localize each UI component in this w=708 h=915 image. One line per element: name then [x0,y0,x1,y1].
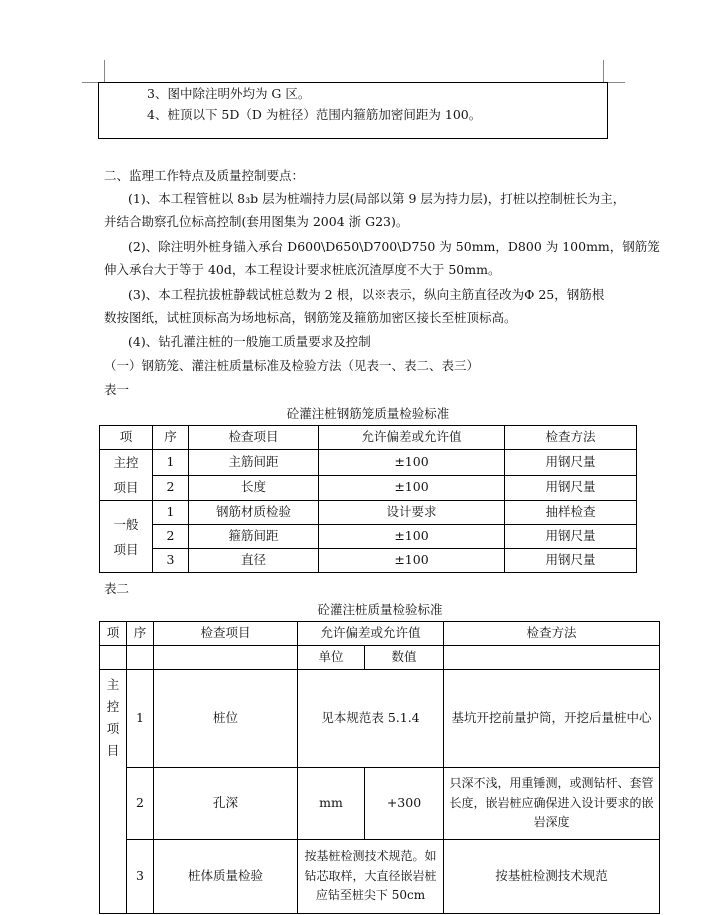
tolerance-cell: 设计要求 [319,501,505,525]
seq-cell: 1 [153,501,189,525]
section-heading: 二、监理工作特点及质量控制要点： [104,168,305,183]
value-header: 数值 [365,646,444,670]
empty-cell [154,646,298,670]
item-cell: 主筋间距 [189,450,319,476]
table2 [99,621,660,914]
tolerance-cell: ±100 [319,475,505,501]
method-cell: 用钢尺量 [505,475,637,501]
note-line-3: 3、图中除注明外均为 G 区。 [147,86,311,101]
tolerance-cell: ±100 [319,549,505,573]
method-cell: 抽样检查 [505,501,637,525]
notes-box [98,82,608,139]
table1-title: 砼灌注桩钢筋笼质量检验标准 [286,406,450,421]
seq-cell: 2 [153,525,189,549]
value-cell: +300 [365,768,444,840]
tolerance-cell: ±100 [319,525,505,549]
page-corner-mark-right-v [603,60,604,82]
group-general: 一般 项目 [100,501,153,573]
table1-label: 表一 [104,382,130,397]
method-cell: 按基桩检测技术规范 [444,840,660,914]
table2-subheader-row [100,646,660,670]
table1 [99,425,637,573]
paragraph-2b: 伸入承台大于等于 40d，本工程设计要求桩底沉渣厚度不大于 50mm。 [104,262,501,277]
subsection-heading: （一）钢筋笼、灌注桩质量标准及检验方法（见表一、表二、表三） [104,358,480,373]
item-cell: 箍筋间距 [189,525,319,549]
table-row [100,549,637,573]
method-cell: 用钢尺量 [505,525,637,549]
note-line-4: 4、桩顶以下 5D（D 为桩径）范围内箍筋加密间距为 100。 [147,107,482,122]
table1-header-cell: 允许偏差或允许值 [319,426,505,450]
method-cell: 用钢尺量 [505,450,637,476]
paragraph-4: (4)、钻孔灌注桩的一般施工质量要求及控制 [128,334,371,349]
seq-cell: 2 [153,475,189,501]
tolerance-cell: 见本规范表 5.1.4 [298,670,444,768]
table-row [100,475,637,501]
method-cell: 基坑开挖前量护筒，开挖后量桩中心 [444,670,660,768]
table1-header-cell: 项 [100,426,153,450]
empty-cell [127,646,154,670]
table-row [100,501,637,525]
table1-header-cell: 检查项目 [189,426,319,450]
item-cell: 桩位 [154,670,298,768]
table-row [100,840,660,914]
tolerance-cell: ±100 [319,450,505,476]
table-row [100,525,637,549]
seq-cell: 2 [127,768,154,840]
paragraph-3b: 数按图纸，试桩顶标高为场地标高，钢筋笼及箍筋加密区接长至桩顶标高。 [104,310,517,325]
table2-title: 砼灌注桩质量检验标准 [317,602,443,617]
seq-cell: 3 [127,840,154,914]
table-row [100,768,660,840]
method-cell: 只深不浅，用重锤测，或测钻杆、套管长度，嵌岩桩应确保进入设计要求的嵌岩深度 [444,768,660,840]
unit-header: 单位 [298,646,365,670]
seq-cell: 1 [127,670,154,768]
seq-cell: 1 [153,450,189,476]
method-cell: 用钢尺量 [505,549,637,573]
table-row [100,450,637,476]
table2-header-row [100,622,660,646]
item-cell: 桩体质量检验 [154,840,298,914]
table2-header-cell: 允许偏差或允许值 [298,622,444,646]
table1-header-cell: 序 [153,426,189,450]
item-cell: 孔深 [154,768,298,840]
unit-cell: mm [298,768,365,840]
table1-header-cell: 检查方法 [505,426,637,450]
table2-label: 表二 [104,581,130,596]
tolerance-cell: 按基桩检测技术规范。如钻芯取样，大直径嵌岩桩应钻至桩尖下 50cm [298,840,444,914]
paragraph-2a: (2)、除注明外桩身锚入承台 D600\D650\D700\D750 为 50mm，D800 为 100mm，钢筋笼 [128,239,660,254]
seq-cell: 3 [153,549,189,573]
paragraph-3a: (3)、本工程抗拔桩静载试桩总数为 2 根，以※表示，纵向主筋直径改为Φ 25，钢筋根 [128,287,605,302]
table1-header-row [100,426,637,450]
table2-header-cell: 序 [127,622,154,646]
paragraph-1a: (1)、本工程管桩以 8₃b 层为桩端持力层(局部以第 9 层为持力层)，打桩以控制桩长为主， [128,191,626,206]
table2-header-cell: 检查项目 [154,622,298,646]
table2-header-cell: 检查方法 [444,622,660,646]
paragraph-1b: 并结合勘察孔位标高控制(套用图集为 2004 浙 G23)。 [104,214,409,229]
page-corner-mark-left-v [104,60,105,82]
group-main-control: 主控 项目 [100,450,153,501]
empty-cell [100,646,127,670]
empty-cell [444,646,660,670]
table2-header-cell: 项 [100,622,127,646]
item-cell: 长度 [189,475,319,501]
table-row [100,670,660,768]
item-cell: 钢筋材质检验 [189,501,319,525]
item-cell: 直径 [189,549,319,573]
group-main-control: 主 控 项 目 [100,670,127,914]
